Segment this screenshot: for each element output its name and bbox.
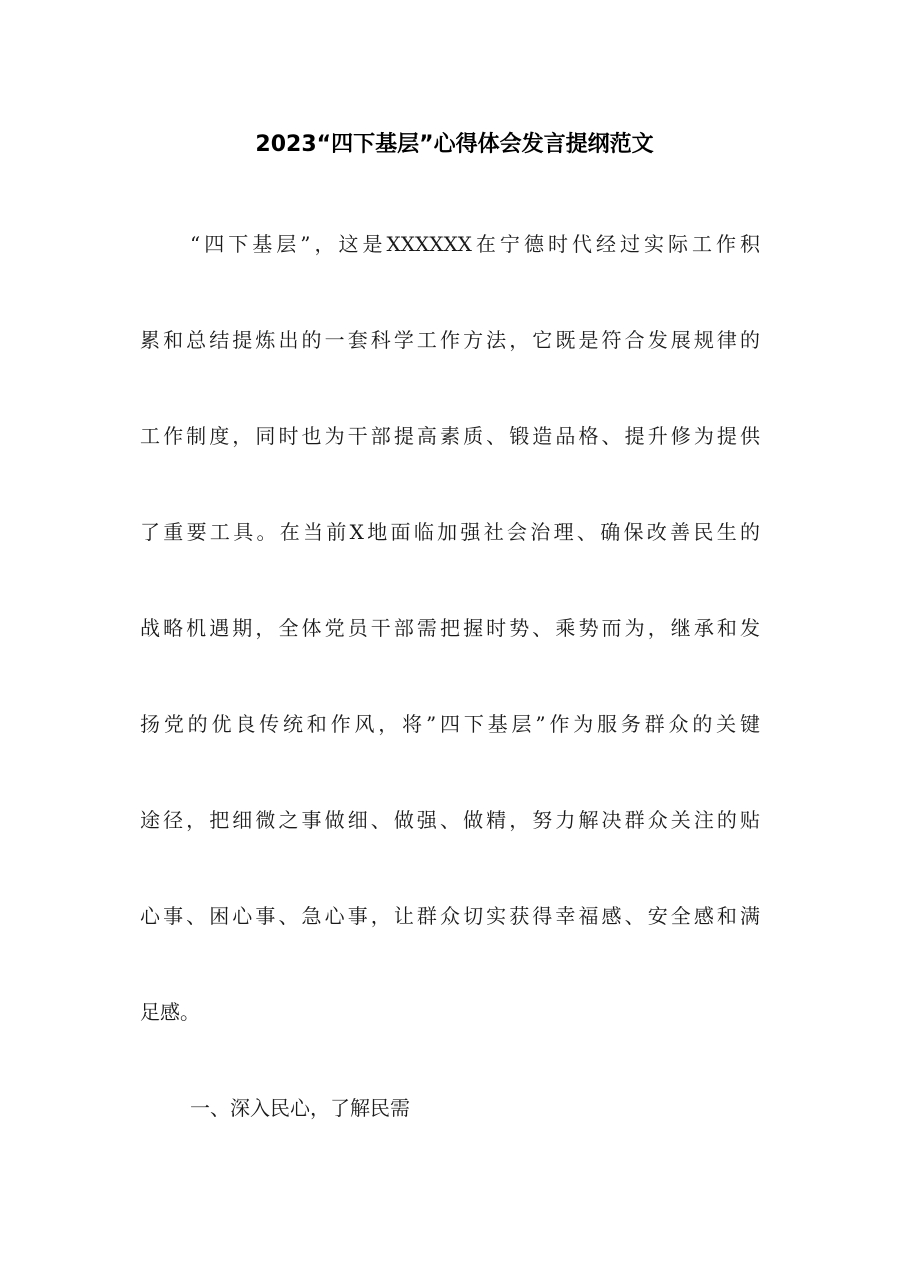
paragraph-line: 心事、困心事、急心事，让群众切实获得幸福感、安全感和满 (140, 904, 760, 928)
paragraph-line: 战略机遇期，全体党员干部需把握时势、乘势而为，继承和发 (140, 616, 760, 640)
section-heading: 一、深入民心，了解民需 (190, 1096, 410, 1120)
paragraph-line: 扬党的优良传统和作风，将”四下基层”作为服务群众的关键 (140, 712, 760, 736)
paragraph-line: 途径，把细微之事做细、做强、做精，努力解决群众关注的贴 (140, 808, 760, 832)
paragraph-line: 累和总结提炼出的一套科学工作方法，它既是符合发展规律的 (140, 328, 760, 352)
paragraph-line: 工作制度，同时也为干部提高素质、锻造品格、提升修为提供 (140, 424, 760, 448)
paragraph-line: 了重要工具。在当前X地面临加强社会治理、确保改善民生的 (140, 520, 760, 544)
paragraph-line: “四下基层”，这是XXXXXX在宁德时代经过实际工作积 (190, 232, 760, 256)
paragraph-line: 足感。 (140, 1000, 200, 1024)
document-title: 2023“四下基层”心得体会发言提纲范文 (255, 132, 654, 157)
